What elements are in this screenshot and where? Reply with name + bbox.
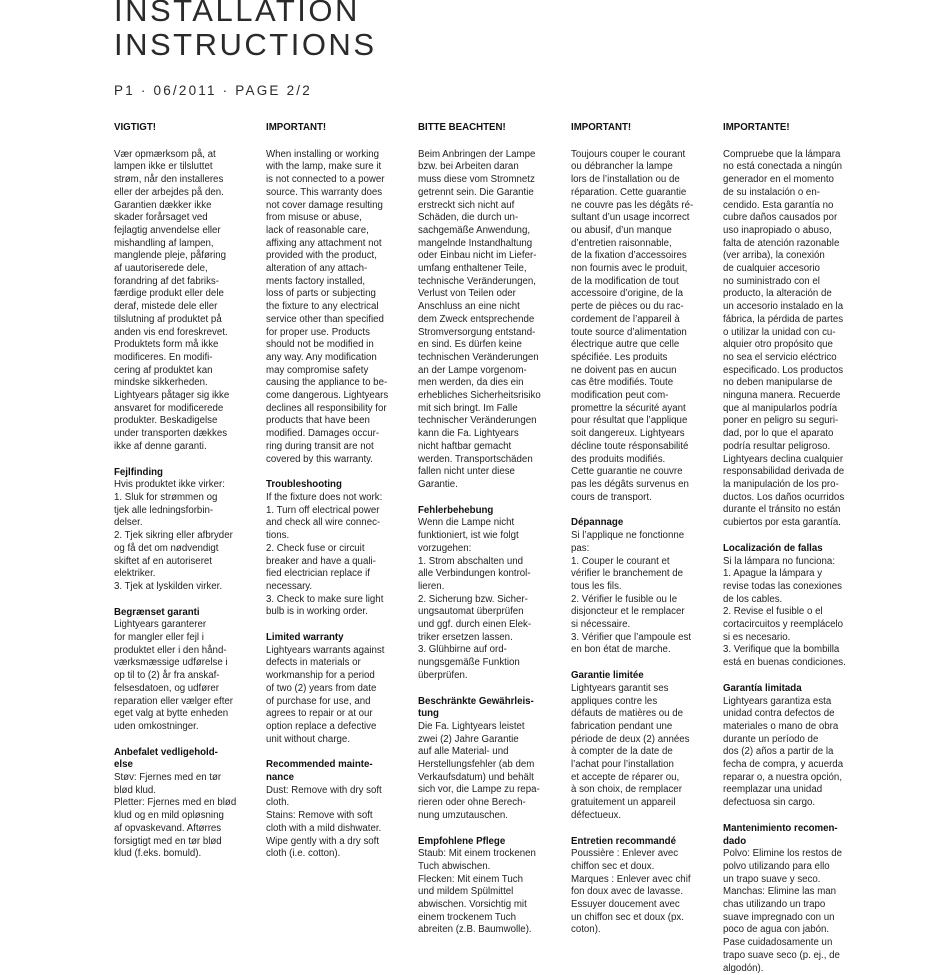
document-title <box>114 0 377 62</box>
section-title: Mantenimiento recomen- dado <box>723 822 838 847</box>
section <box>114 607 254 734</box>
column-heading: IMPORTANTE! <box>723 122 790 133</box>
section-title: Garantía limitada <box>723 682 802 694</box>
column-intro: When installing or working with the lamp, make sure it is not connected to a power source. This warranty does not cover damage resulting from misuse or abuse, lack of reasonable care, affixing any attachment not provided with the product, alteration of any attach- ments factory installed, loss of parts or subjecting the fixture to any electrical service other than specified for proper use. Products should not be modified in any way. Any modification may compromise safety causing the appliance to be- come dangerous. Lightyears declines all responsibility for products that have been modified. Damages occur- ring during transit are not covered by this warranty. <box>266 148 389 465</box>
column-intro: Beim Anbringen der Lampe bzw. bei Arbeiten daran muss diese vom Stromnetz getrennt sein. Die Garantie erstreckt sich nicht auf Schäden, die durch un- sachgemäße Anwendung, mangelnde Instandhaltung oder Einbau nicht im Liefer- umfang enthaltener Teile, technische Veränderungen, Verlust von Teilen oder Anschluss an eine nicht dem Zweck entsprechende Stromversorgung entstand- en sind. Es dürfen keine technischen Veränderungen an der Lampe vorgenom- men werden, da dies ein erhebliches Sicherheitsrisiko mit sich bringt. Im Falle technischer Veränderungen kann die Fa. Lightyears nicht haftbar gemacht werden. Transportschäden fallen nicht unter diese Garantie. <box>418 148 541 490</box>
section-title: Garantie limitée <box>571 670 644 682</box>
section-body: Dust: Remove with dry soft cloth. Stains: Remove with soft cloth with a mild dishwater. Wipe gently with a dry soft cloth (i.e. cotton). <box>266 784 382 860</box>
section-body: Wenn die Lampe nicht funktioniert, ist wie folgt vorzugehen: 1. Strom abschalten und alle Verbindungen kontrol- lieren. 2. Sicherung bzw. Sicher- ungsautomat überprüfen und ggf. durch einen Elek- triker ersetzen lassen. 3. Glühbirne auf ord- nungsgemäße Funktion überprüfen. <box>418 517 532 681</box>
section <box>418 836 558 938</box>
column-heading: BITTE BEACHTEN! <box>418 122 506 133</box>
column-intro: Compruebe que la lámpara no está conectada a ningún generador en el momento de su instalación o en- cendido. Esta garantía no cubre daños causados por uso inapropiado o abuso, falta de atención razonable (ver arriba), la conexión de cualquier accesorio no suministrado con el producto, la alteración de un accesorio instalado en la fábrica, la pérdida de partes o utilizar la unidad con cu- alquier otro propósito que no sea el servicio eléctrico especificado. Los productos no deben manipularse de ninguna manera. Recuerde que al manipularlos podría poner en peligro su seguri- dad, por lo que el aparato podría resultar peligroso. Lightyears declina cualquier responsabilidad derivada de la manipulación de los pro- ductos. Los daños ocurridos durante el tránsito no están cubiertos por esta garantía. <box>723 148 845 529</box>
page-subtitle: P1 · 06/2011 · PAGE 2/2 <box>114 83 312 98</box>
section-body: Lightyears garanterer for mangler eller fejl i produktet eller i den hånd- værksmæssige udførelse i op til to (2) år fra anskaf- felsesdatoen, og udfører reparation eller vælger efter eget valg at bytte enheden uden omkostninger. <box>114 619 233 732</box>
section-body: Die Fa. Lightyears leistet zwei (2) Jahre Garantie auf alle Material- und Herstellungsfehler (ab dem Verkaufsdatum) und behält sich vor, die Lampe zu repa- rieren oder ohne Berech- nung umzutauschen. <box>418 720 540 821</box>
section <box>114 747 254 861</box>
column-intro: Toujours couper le courant ou débrancher la lampe lors de l’installation ou de réparation. Cette guarantie ne couvre pas les dégâts ré- sultant d’un usage incorrect ou abusif, d’un manque d’entretien raisonnable, de la fixation d’accessoires non fournis avec le produit, de la modification de tout accessoire d’origine, de la perte de pièces ou du rac- cordement de l’appareil à toute source d’alimentation électrique autre que celle spécifiée. Les produits ne doivent pas en aucun cas être modifiés. Toute modification peut com- promettre la sécurité ayant pour résultat que l’applique soit dangereux. Lightyears décline toute résponsabilité des produits modifiés. Cette guarantie ne couvre pas les dégâts survenus en cours de transport. <box>571 148 694 503</box>
section-title: Anbefalet vedligehold- else <box>114 746 218 771</box>
section <box>723 683 863 810</box>
section <box>418 696 558 823</box>
section-title: Troubleshooting <box>266 479 342 491</box>
section-title: Recommended mainte- nance <box>266 759 373 784</box>
column-danish <box>114 122 254 861</box>
section-body: Lightyears garantiza esta unidad contra defectos de materiales o mano de obra durante un período de dos (2) años a partir de la fecha de compra, y acuerda reparar o, a nuestra opción, reemplazar una unidad defectuosa sin cargo. <box>723 695 844 809</box>
section-body: Polvo: Elimine los restos de polvo utilizando para ello un trapo suave y seco. Manchas: Elimine las man chas utilizando un trapo suave impregnado con un poco de agua con jabón. Pase cuidadosamente un trapo suave seco (p. ej., de algodón). <box>723 848 842 974</box>
section <box>571 670 711 822</box>
section <box>266 632 406 746</box>
column-heading: IMPORTANT! <box>266 122 327 133</box>
section-title: Localización de fallas <box>723 542 823 554</box>
column-heading: IMPORTANT! <box>571 122 632 133</box>
section-title: Empfohlene Pflege <box>418 835 506 847</box>
section <box>114 467 254 594</box>
title-line-1: INSTALLATION <box>114 0 360 28</box>
section-body: Hvis produktet ikke virker: 1. Sluk for strømmen og tjek alle ledningsforbin- delser. 2. Tjek sikring eller afbryder og få det om nødvendigt skiftet af en autoriseret elektriker. 3. Tjek at lyskilden virker. <box>114 479 233 592</box>
section-title: Entretien recommandé <box>571 835 676 847</box>
column-spanish <box>723 122 863 975</box>
section <box>418 505 558 683</box>
column-french <box>571 122 711 937</box>
column-intro: Vær opmærksom på, at lampen ikke er tilsluttet strøm, når den installeres eller der arbejdes på den. Garantien dækker ikke skader forårsaget ved fejlagtig anvendelse eller mishandling af lampen, manglende pleje, påføring af uautoriserede dele, forandring af det fabriks- færdige produkt eller dele deraf, mistede dele eller tilslutning af produktet på anden vis end foreskrevet. Produktets form må ikke modificeres. En modifi- cering af produktet kan mindske sikkerheden. Lightyears påtager sig ikke ansvaret for modificerede produkter. Beskadigelse under transporten dækkes ikke af denne garanti. <box>114 148 230 452</box>
section-body: Si la lámpara no funciona: 1. Apague la lámpara y revise todas las conexiones de los cables. 2. Revise el fusible o el cortacircuitos y reemplácelo si es necesario. 3. Verifique que la bombilla está en buenas condiciones. <box>723 555 846 669</box>
column-heading: VIGTIGT! <box>114 122 156 133</box>
section-title: Fejlfinding <box>114 466 163 478</box>
title-line-2: INSTRUCTIONS <box>114 27 377 62</box>
column-german <box>418 122 558 937</box>
section <box>571 836 711 938</box>
section-title: Limited warranty <box>266 632 344 644</box>
column-english <box>266 122 406 861</box>
section <box>723 823 863 975</box>
section-title: Begrænset garanti <box>114 606 200 618</box>
section-title: Beschränkte Gewährleis- tung <box>418 695 534 720</box>
section-title: Fehlerbehebung <box>418 504 494 516</box>
section-body: Si l’applique ne fonctionne pas: 1. Couper le courant et vérifier le branchement de tous les fils. 2. Vérifier le fusible ou le disjoncteur et le remplacer si nécessaire. 3. Vérifier que l’ampoule est en bon état de marche. <box>571 530 692 656</box>
section-body: If the fixture does not work: 1. Turn off electrical power and check all wire connec- tions. 2. Check fuse or circuit breaker and have a quali- fied electrician replace if necessary. 3. Check to make sure light bulb is in working order. <box>266 491 384 618</box>
section <box>266 479 406 619</box>
section-body: Støv: Fjernes med en tør blød klud. Pletter: Fjernes med en blød klud og en mild opløsning af opvaskevand. Aftørres forsigtigt med en tør blød klud (f.eks. bomuld). <box>114 772 237 860</box>
section-body: Lightyears garantit ses appliques contre les défauts de matières ou de fabrication pendant une période de deux (2) années à compter de la date de l’achat pour l’installation et accepte de réparer ou, à son choix, de remplacer gratuitement un appareil défectueux. <box>571 682 690 821</box>
section <box>266 759 406 861</box>
section-body: Poussière : Enlever avec chiffon sec et doux. Marques : Enlever avec chif fon doux avec de lavasse. Essuyer doucement avec un chiffon sec et doux (px. coton). <box>571 848 691 936</box>
section-title: Dépannage <box>571 517 624 529</box>
section <box>723 543 863 670</box>
section-body: Lightyears warrants against defects in materials or workmanship for a period of two (2) years from date of purchase for use, and agrees to repair or at our option replace a defective unit without charge. <box>266 644 385 745</box>
section-body: Staub: Mit einem trockenen Tuch abwischen. Flecken: Mit einem Tuch und mildem Spülmittel abwischen. Vorsichtig mit einem trockenem Tuch abreiten (z.B. Baumwolle). <box>418 848 536 936</box>
section <box>571 517 711 657</box>
